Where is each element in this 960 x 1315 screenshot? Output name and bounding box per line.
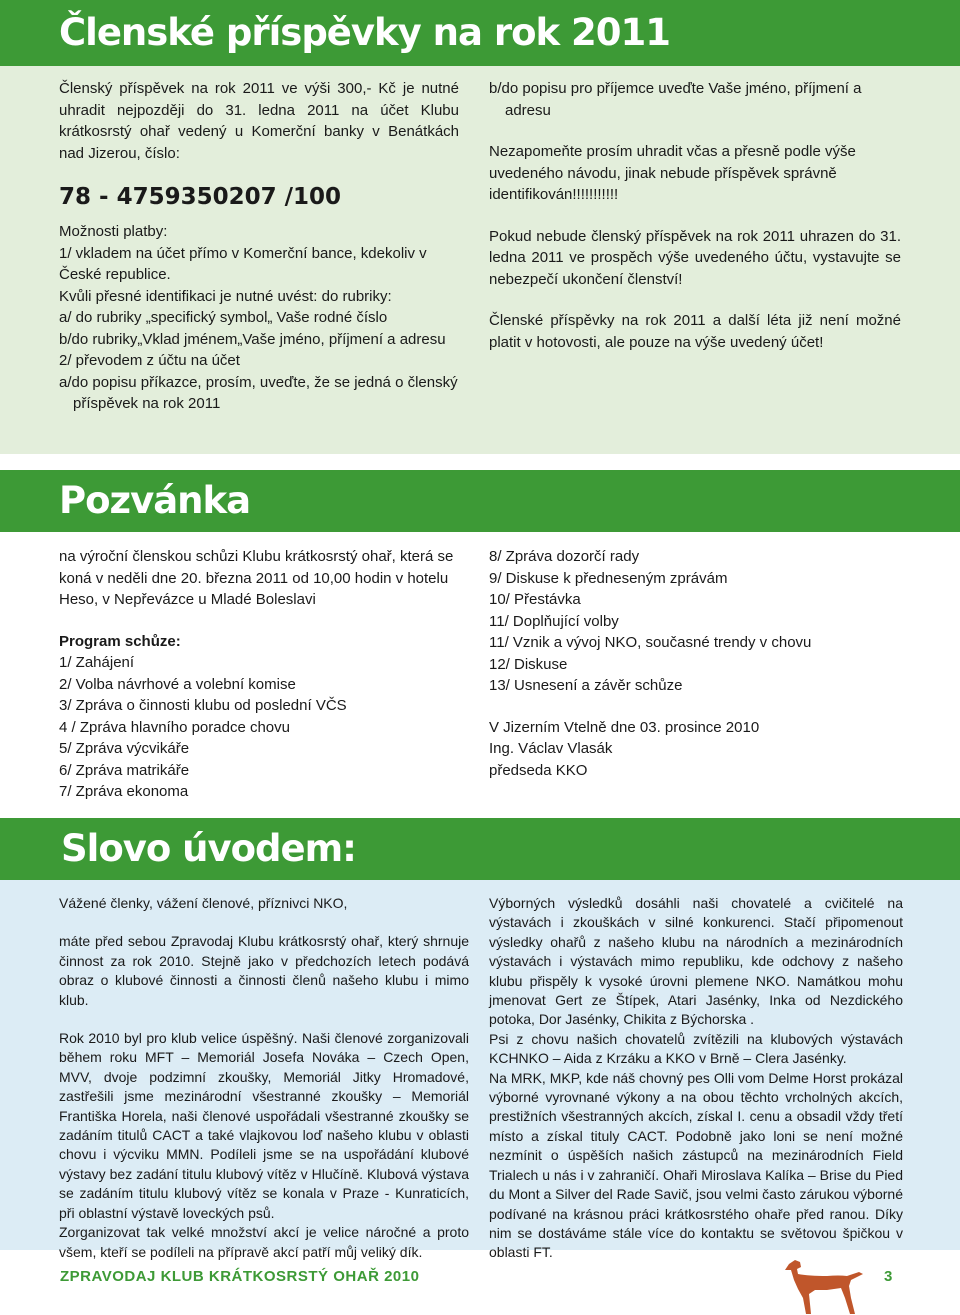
section1-body bbox=[0, 66, 960, 454]
program-item: 11/ Vznik a vývoj NKO, současné trendy v chovu bbox=[489, 634, 812, 651]
section1-title: Členské příspěvky na rok 2011 bbox=[59, 11, 670, 54]
signature-name: Ing. Václav Vlasák bbox=[489, 740, 613, 757]
section2-left-column bbox=[59, 546, 459, 803]
year-summary-paragraph: Rok 2010 byl pro klub velice úspěšný. Naši členové zorganizovali během roku MFT – Memoriál Josefa Nováka – Czech Open, MVV, dvoje podzimní zkoušky, Memoriál Jitky Hromadové, zastřešili jsme mezinárodní všestranné zkoušky – Memoriál Františka Horela, naši členové uspořádali všestranné zkoušky se zadáním titulů CACT a také vlajkovou loď našeho klubu v oblasti chovu i výcviku MMN. Podíleli jsme se na uspořádání klubové výstavy bez zadání titulu klubový vítěz v Hlučíně. Klubová výstava se zadáním titulu klubový vítěz se konala v Praze - Kunraticích, při oblastní výstavě loveckých psů. bbox=[59, 1030, 469, 1221]
signature-place-date: V Jizerním Vtelně dne 03. prosince 2010 bbox=[489, 718, 760, 736]
section3-body bbox=[0, 880, 960, 1261]
program-item: 8/ Zpráva dozorčí rady bbox=[489, 548, 640, 565]
footer-publication-title: ZPRAVODAJ KLUB KRÁTKOSRSTÝ OHAŘ 2010 bbox=[60, 1268, 420, 1285]
program-item: 5/ Zpráva výcvikáře bbox=[59, 740, 190, 757]
program-item: 9/ Diskuse k předneseným zprávám bbox=[489, 569, 728, 587]
pointer-dog-logo-icon bbox=[779, 1258, 867, 1315]
thanks-paragraph: Zorganizovat tak velké množství akcí je velice náročné a proto všem, kteří se podíleli na přípravě akcí patří můj veliký dík. bbox=[59, 1224, 469, 1260]
program-item: 3/ Zpráva o činnosti klubu od poslední VČS bbox=[59, 697, 347, 714]
payment-options-label: Možnosti platby: bbox=[59, 223, 168, 240]
section3-right-column bbox=[489, 894, 903, 1263]
field-trial-paragraph: Na MRK, MKP, kde náš chovný pes Olli vom Delme Horst prokázal výborné vyrovnané výkony a na obou těchto vrcholných akcích, prestižních všestranných akcích, získal I. cenu a obsadil vždy třetí místo a získal tituly CACT. Podobně jako loni se není možné nezmínit o úspěších našich zástupců na mezinárodních Field Trialech u nás i v zahraničí. Ohaři Miroslava Kalíka – Brise du Pied du Mont a Silver del Rade Savič, jsou velmi často zárukou výborné podívané na krásnou práci krátkosrstého ohaře před ranou. Díky nim se dostáváme stále více do kontaktu se světovou špičkou v oblasti FT. bbox=[489, 1069, 903, 1261]
payment-option-1: 1/ vkladem na účet přímo v Komerční bance, kdekoliv v České republice. bbox=[59, 244, 427, 283]
section3-title-bar bbox=[0, 818, 960, 880]
section1-title-bar bbox=[0, 0, 960, 66]
identification-note: Kvůli přesné identifikaci je nutné uvést: do rubriky: bbox=[59, 287, 392, 305]
program-item: 4 / Zpráva hlavního poradce chovu bbox=[59, 718, 290, 736]
page-number: 3 bbox=[884, 1268, 893, 1285]
section1-left-column bbox=[59, 78, 459, 415]
section1-right-column bbox=[489, 78, 901, 353]
results-paragraph: Výborných výsledků dosáhli naši chovatelé a cvičitelé na výstavách i zkouškách v silné konkurenci. Stačí připomenout výsledky ohařů z našeho klubu na národních a mezinárodních výstavách i výstavách mimo republiku, kde odchovy z našeho klubu přispěly k vysoké úrovni plemene NKO. Namátkou mohu jmenovat Gert ze Štípek, Atari Jasénky, Inka od Nezdického potoka, Dor Jasénky, Chikita z Býchorska . bbox=[489, 895, 903, 1028]
section3-title: Slovo úvodem: bbox=[61, 827, 356, 870]
program-item: 12/ Diskuse bbox=[489, 655, 568, 673]
program-item: 7/ Zpráva ekonoma bbox=[59, 783, 189, 800]
rubric-b: b/do rubriky„Vklad jménem„Vaše jméno, příjmení a adresu bbox=[59, 330, 446, 348]
program-item: 1/ Zahájení bbox=[59, 654, 135, 671]
club-show-paragraph: Psi z chovu našich chovatelů zvítězili na klubových výstavách KCHNKO – Aida z Krzáku a KKO v Brně – Clera Jasénky. bbox=[489, 1030, 903, 1067]
program-label: Program schůze: bbox=[59, 632, 181, 650]
program-item: 2/ Volba návrhové a volební komise bbox=[59, 675, 296, 693]
cash-note: Členské příspěvky na rok 2011 a další léta již není možné platit v hotovosti, ale pouze na výše uvedený účet! bbox=[489, 312, 901, 351]
program-item: 10/ Přestávka bbox=[489, 591, 581, 608]
invitation-intro: na výroční členskou schůzi Klubu krátkosrstý ohař, která se koná v neděli dne 20. března 2011 od 10,00 hodin v hotelu Heso, v Nepřevázce u Mladé Boleslavi bbox=[59, 548, 454, 608]
signature-role: předseda KKO bbox=[489, 761, 588, 779]
greeting: Vážené členky, vážení členové, příznivci NKO, bbox=[59, 895, 348, 911]
account-number: 78 - 4759350207 /100 bbox=[59, 184, 342, 210]
fee-intro: Členský příspěvek na rok 2011 ve výši 300,- Kč je nutné uhradit nejpozději do 31. ledna 2011 na účet Klubu krátkosrstý ohař vedený u Komerční banky v Benátkách nad Jizerou, číslo: bbox=[59, 80, 459, 162]
section2-title-bar bbox=[0, 470, 960, 532]
section2-title: Pozvánka bbox=[59, 479, 251, 522]
warning-text: Pokud nebude členský příspěvek na rok 2011 uhrazen do 31. ledna 2011 ve prospěch výše uvedeného účtu, vystavujte se nebezpečí ukončení členství! bbox=[489, 227, 901, 288]
intro-paragraph: máte před sebou Zpravodaj Klubu krátkosrstý ohař, který shrnuje činnost za rok 2010. Stejně jako v předchozích letech podává obraz o klubové činnosti a činnosti členů našeho klubu i mimo klub. bbox=[59, 933, 469, 1008]
transfer-note-b: b/do popisu pro příjemce uveďte Vaše jméno, příjmení a adresu bbox=[489, 80, 862, 119]
payment-option-2: 2/ převodem z účtu na účet bbox=[59, 352, 240, 369]
rubric-a: a/ do rubriky „specifický symbol„ Vaše rodné číslo bbox=[59, 309, 388, 326]
reminder-text: Nezapomeňte prosím uhradit včas a přesně podle výše uvedeného návodu, jinak nebude příspěvek správně identifikován!!!!!!!!!!! bbox=[489, 143, 856, 203]
program-item: 6/ Zpráva matrikáře bbox=[59, 761, 190, 779]
program-item: 13/ Usnesení a závěr schůze bbox=[489, 677, 683, 694]
section3-left-column bbox=[59, 894, 469, 1262]
transfer-note-a: a/do popisu příkazce, prosím, uveďte, že se jedná o členský příspěvek na rok 2011 bbox=[59, 373, 458, 412]
program-item: 11/ Doplňující volby bbox=[489, 612, 619, 630]
section2-right-column bbox=[489, 546, 901, 781]
